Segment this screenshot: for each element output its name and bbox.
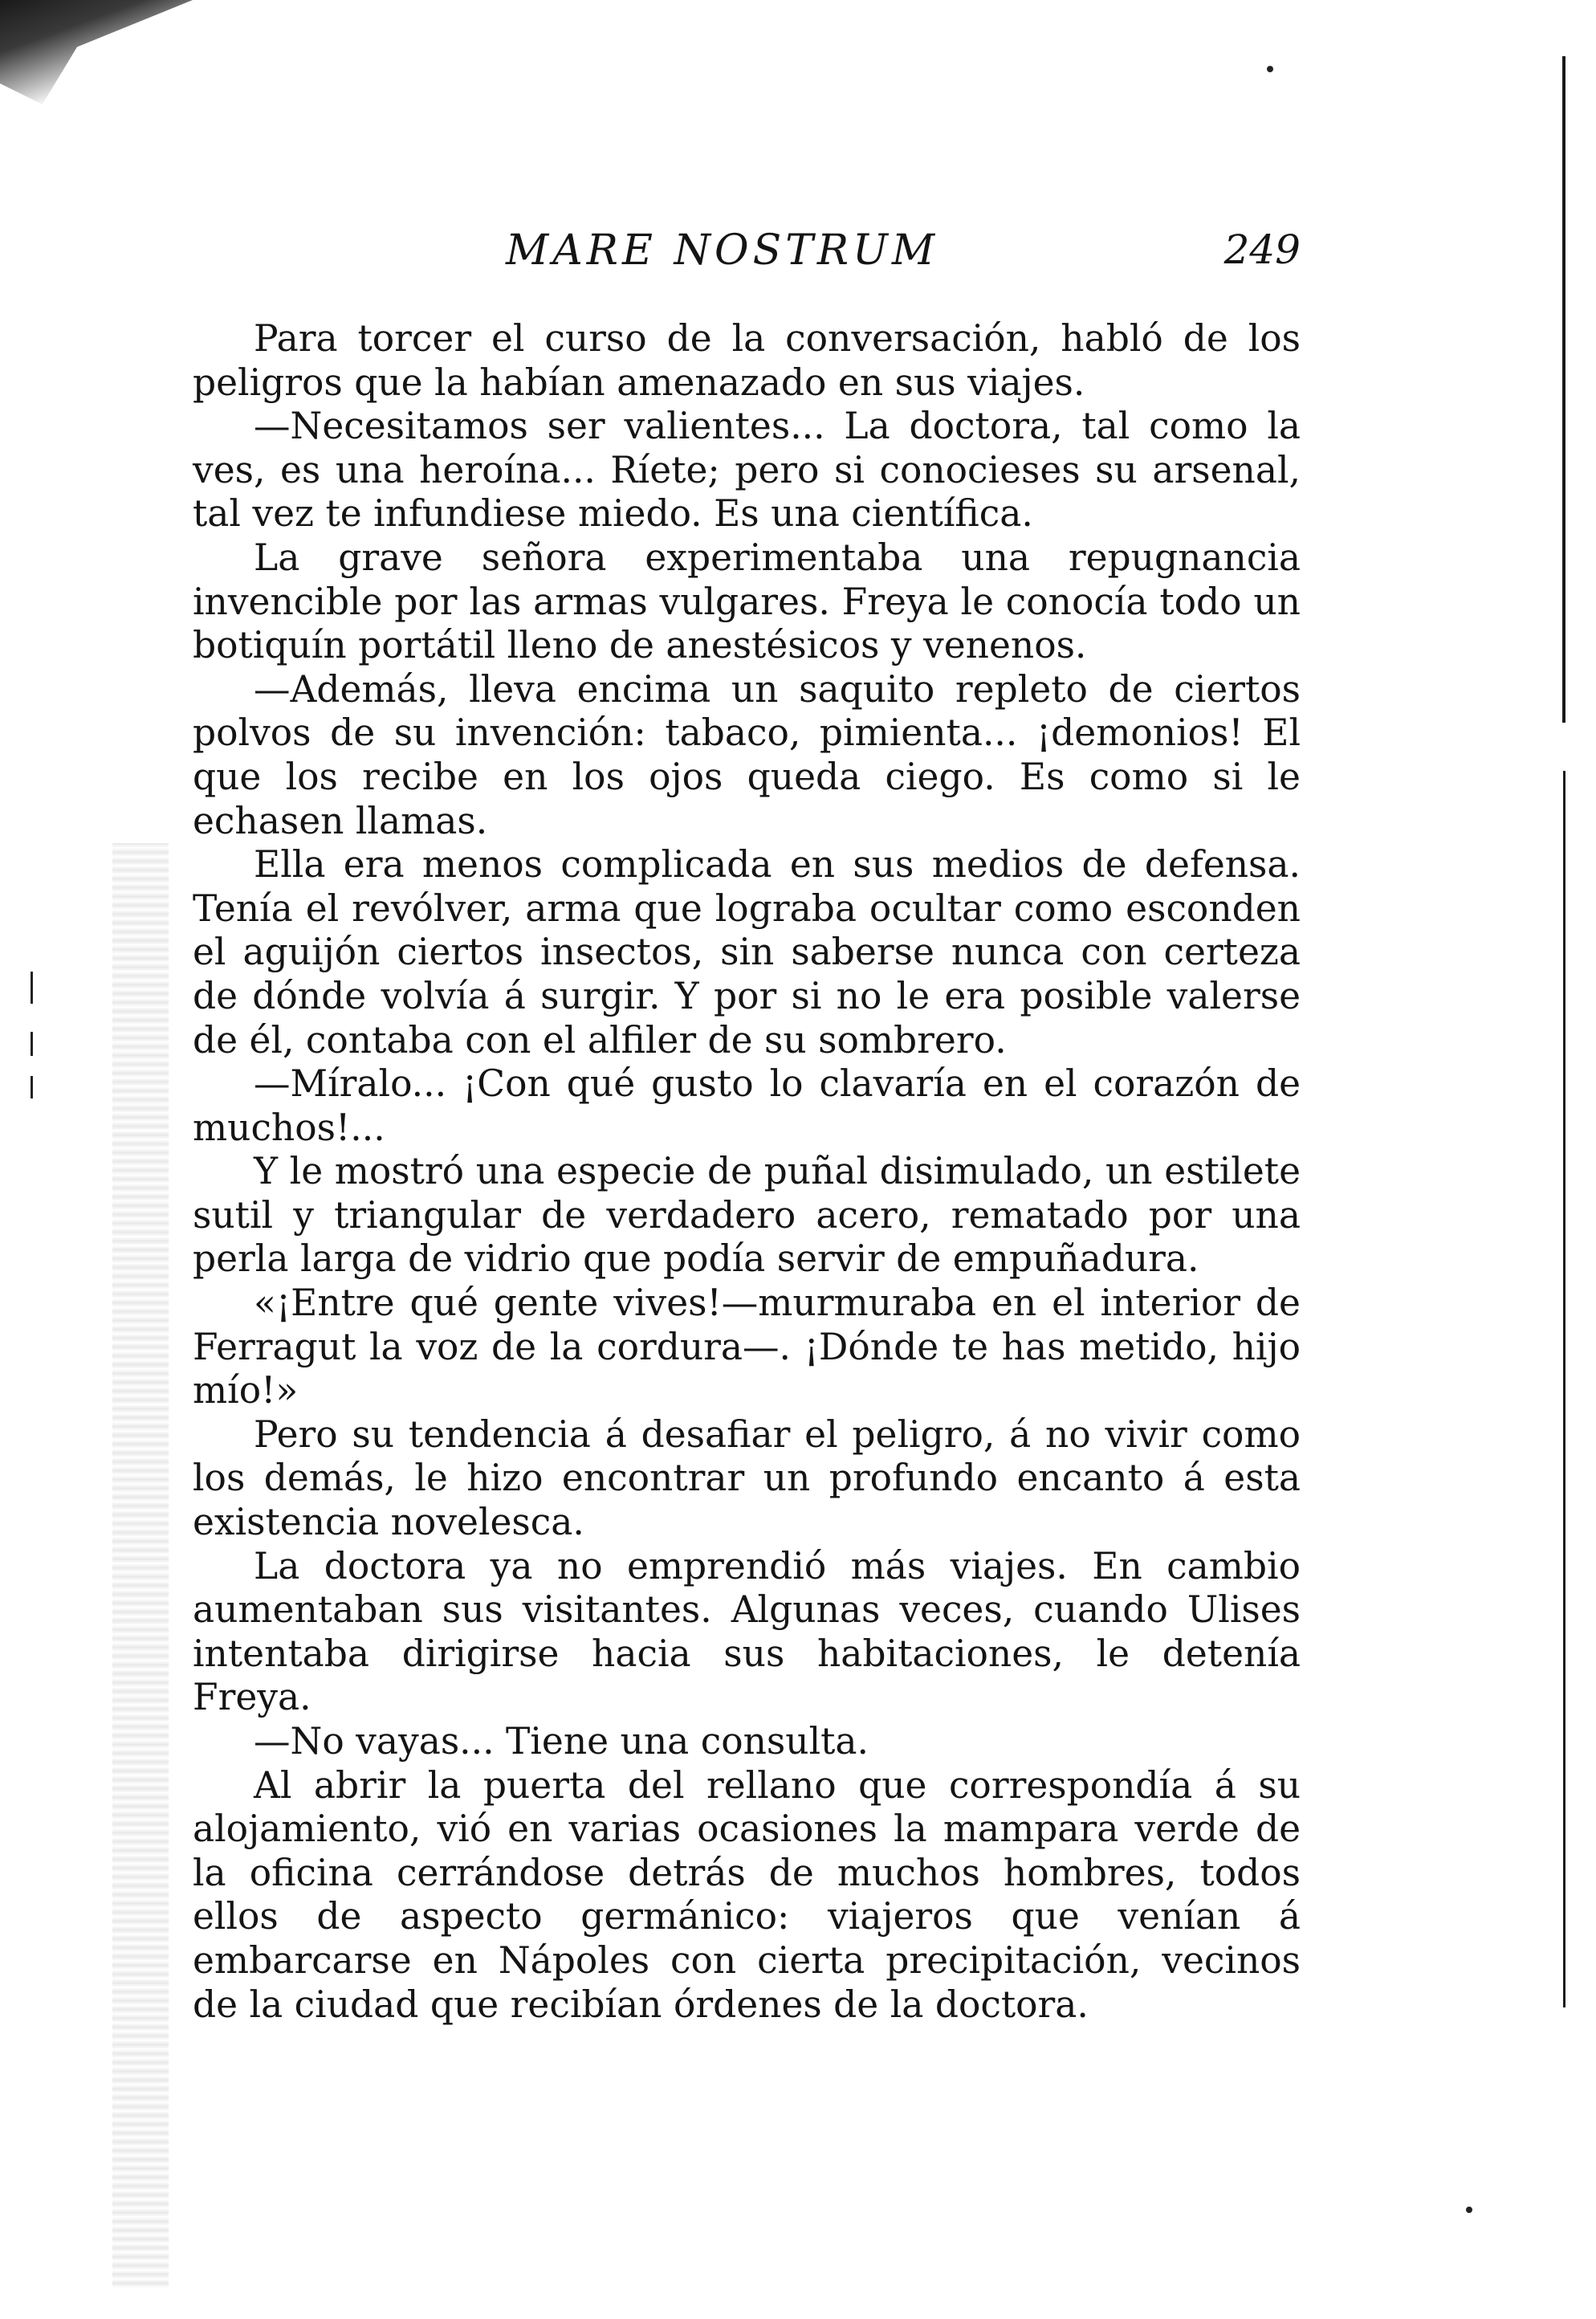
page-body	[193, 317, 1301, 2027]
paragraph: La grave señora experimentaba una repugnancia invencible por las armas vulgares. Freya le conocía todo un botiquín portátil lleno de anestésicos y venenos.	[193, 536, 1301, 667]
scan-binding-shadow	[112, 843, 169, 2288]
paragraph: «¡Entre qué gente vives!—murmuraba en el interior de Ferragut la voz de la cordura—. ¡Dónde te has metido, hijo mío!»	[193, 1282, 1301, 1412]
scan-corner-smudge	[0, 0, 193, 104]
paragraph: Ella era menos complicada en sus medios de defensa. Tenía el revólver, arma que lograba ocultar como esconden el aguijón ciertos insectos, sin saberse nunca con certeza de dónde volvía á surgir. Y por si no le era posible valerse de él, contaba con el alfiler de su sombrero.	[193, 843, 1301, 1062]
paragraph: —Además, lleva encima un saquito repleto de ciertos polvos de su invención: tabaco, pimienta... ¡demonios! El que los recibe en los ojos queda ciego. Es como si le echasen llamas.	[193, 667, 1301, 842]
page-header	[193, 226, 1301, 299]
scan-edge-line	[1562, 56, 1565, 723]
paragraph: Al abrir la puerta del rellano que correspondía á su alojamiento, vió en varias ocasiones la mampara verde de la oficina cerrándose detrás de muchos hombres, todos ellos de aspecto germánico: viajeros que venían á embarcarse en Nápoles con cierta precipitación, vecinos de la ciudad que recibían órdenes de la doctora.	[193, 1763, 1301, 2026]
paragraph: La doctora ya no emprendió más viajes. En cambio aumentaban sus visitantes. Algunas veces, cuando Ulises intentaba dirigirse hacia sus habitaciones, le detenía Freya.	[193, 1544, 1301, 1719]
paragraph: Y le mostró una especie de puñal disimulado, un estilete sutil y triangular de verdadero acero, rematado por una perla larga de vidrio que podía servir de empuñadura.	[193, 1150, 1301, 1281]
paragraph: —Míralo... ¡Con qué gusto lo clavaría en el corazón de muchos!...	[193, 1062, 1301, 1149]
scan-mark	[31, 1076, 33, 1098]
paragraph: Para torcer el curso de la conversación, habló de los peligros que la habían amenazado en sus viajes.	[193, 317, 1301, 404]
page-number: 249	[1223, 226, 1301, 273]
scan-speck	[1267, 66, 1273, 72]
scan-edge-line	[1563, 771, 1565, 2007]
paragraph: Pero su tendencia á desafiar el peligro, á no vivir como los demás, le hizo encontrar un profundo encanto á esta existencia novelesca.	[193, 1412, 1301, 1544]
scan-mark	[31, 1032, 33, 1056]
scan-mark	[31, 972, 33, 1004]
running-title: MARE NOSTRUM	[506, 226, 939, 275]
paragraph: —No vayas... Tiene una consulta.	[254, 1720, 869, 1763]
scan-speck	[1466, 2207, 1472, 2213]
paragraph: —Necesitamos ser valientes... La doctora, tal como la ves, es una heroína... Ríete; pero si conocieses su arsenal, tal vez te infundiese miedo. Es una científica.	[193, 405, 1301, 536]
